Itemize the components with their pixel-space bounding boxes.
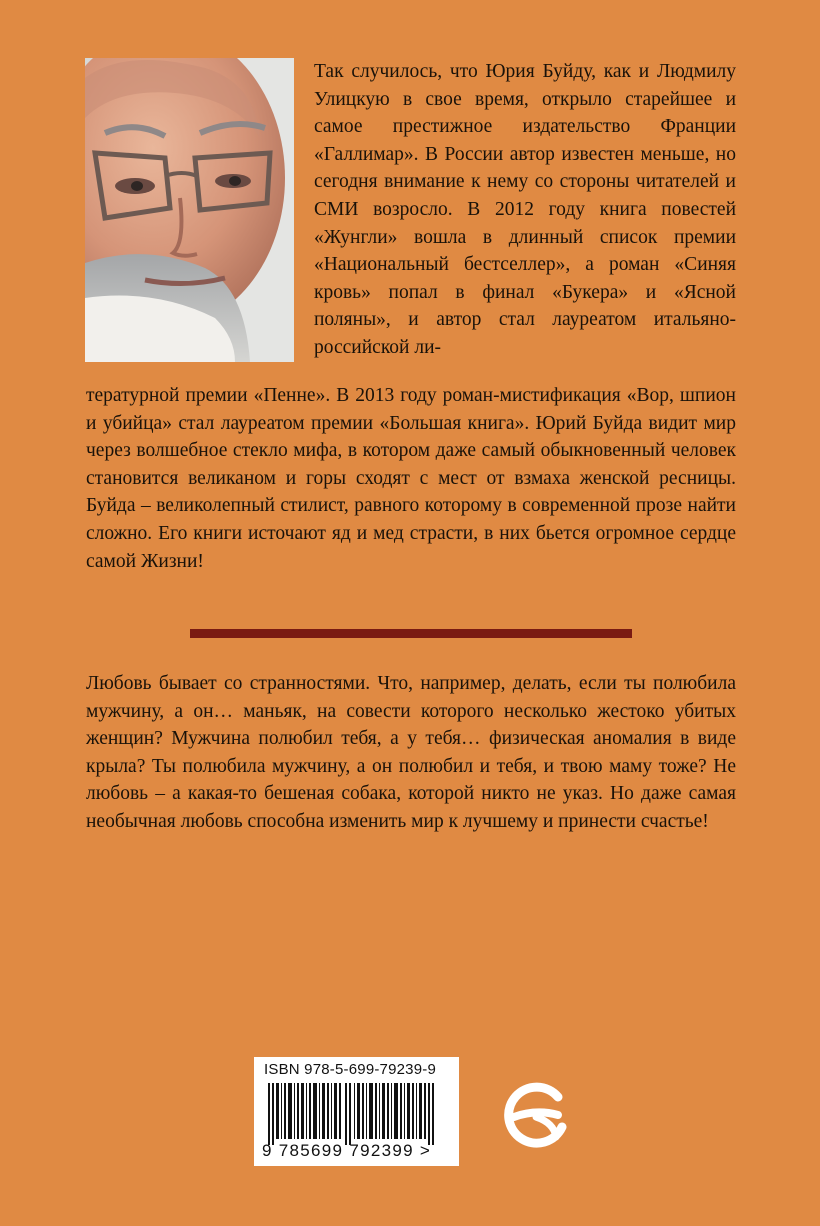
author-bio-side-text: Так случилось, что Юрия Буйду, как и Людмилу Улицкую в свое время, открыло старейшее и самое престижное издательство Франции «Галлимар». В России автор известен меньше, но сегодня внимание к нему со стороны читателей и СМИ возросло. В 2012 году книга повестей «Жунгли» вошла в длинный список премии «Национальный бестселлер», а роман «Синяя кровь» попал в финал «Букера» и «Ясной поляны», и автор стал лауреатом итальяно-российской ли-: [314, 61, 736, 358]
eksmo-logo-icon: [496, 1075, 576, 1155]
author-photo: [85, 58, 294, 362]
book-annotation: [86, 670, 736, 836]
author-portrait-illustration: [85, 58, 294, 362]
author-bio-full-text: тературной премии «Пенне». В 2013 году роман-мистификация «Вор, шпион и убийца» стал лауреатом премии «Большая книга». Юрий Буйда видит мир через волшебное стекло мифа, в котором даже самый обыкновенный человек становится великаном и горы сходят с мест от взмаха женской ресницы. Буйда – великолепный стилист, равного которому в современной прозе найти сложно. Его книги источают яд и мед страсти, в них бьется огромное сердце самой Жизни!: [86, 385, 736, 572]
ean-digits: 9 785699 792399 >: [262, 1141, 432, 1160]
annotation-text: Любовь бывает со странностями. Что, например, делать, если ты полюбила мужчину, а он… маньяк, на совести которого несколько жестоко убитых женщин? Мужчина полюбил тебя, а у тебя… физическая аномалия в виде крыла? Ты полюбила мужчину, а он полюбил и тебя, и твою маму тоже? Не любовь – а какая-то бешеная собака, которой никто не указ. Но даже самая необычная любовь способна изменить мир к лучшему и принести счастье!: [86, 673, 736, 832]
section-divider: [190, 629, 632, 638]
isbn-barcode: [254, 1057, 459, 1166]
barcode-bars: [266, 1083, 447, 1145]
isbn-label: ISBN 978-5-699-79239-9: [264, 1061, 437, 1078]
